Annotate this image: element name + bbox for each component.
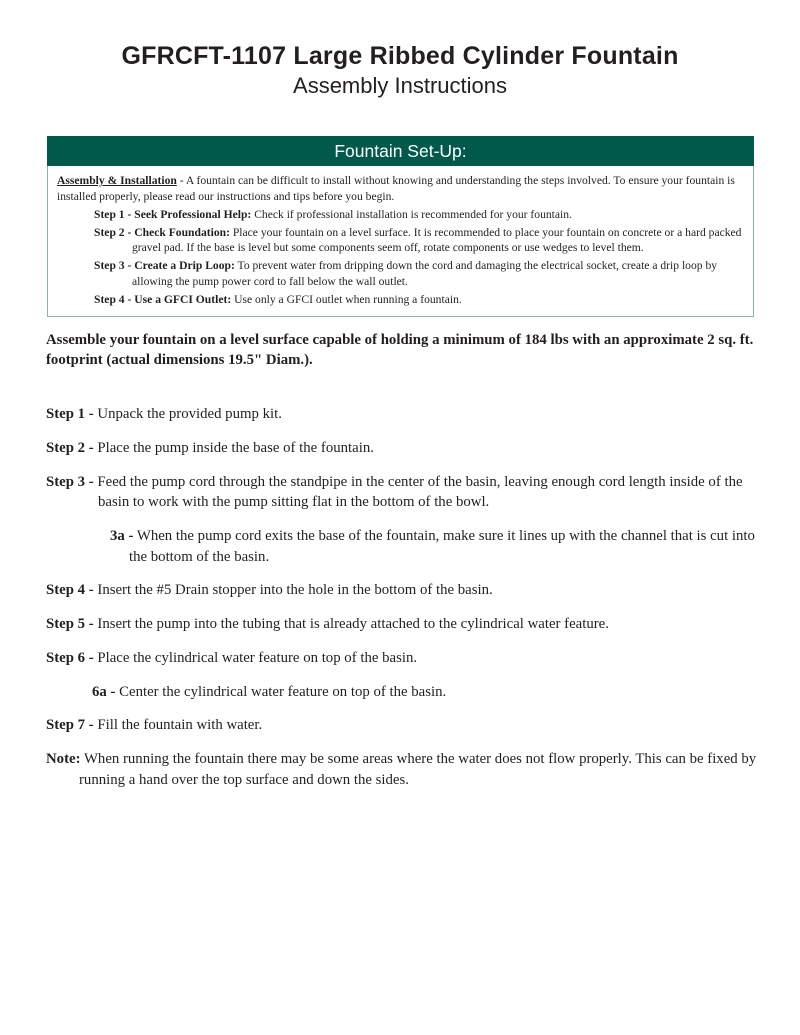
setup-step-text: Place your fountain on a level surface. It is recommended to place your fountain on concrete or a hard packed gravel pad. If the base is level but some components seem off, rotate components or use wedges to level them. bbox=[132, 225, 742, 255]
note-label: Note: bbox=[46, 750, 81, 767]
step-text: Center the cylindrical water feature on top of the basin. bbox=[119, 683, 447, 700]
assembly-step-4 bbox=[46, 580, 760, 601]
step-text: Insert the #5 Drain stopper into the hole in the bottom of the basin. bbox=[97, 582, 493, 599]
assembly-steps bbox=[46, 404, 760, 790]
step-text: Feed the pump cord through the standpipe in the center of the basin, leaving enough cord length inside of the basin to work with the pump sitting flat in the bottom of the bowl. bbox=[97, 473, 743, 511]
setup-intro-label: Assembly & Installation bbox=[57, 174, 177, 187]
assembly-step-3a bbox=[78, 526, 760, 567]
step-text: Place the pump inside the base of the fountain. bbox=[97, 439, 374, 456]
step-text: Place the cylindrical water feature on top of the basin. bbox=[97, 649, 418, 666]
step-text: Unpack the provided pump kit. bbox=[97, 406, 282, 423]
assembly-step-1 bbox=[46, 404, 760, 425]
page-title: GFRCFT-1107 Large Ribbed Cylinder Fountain bbox=[121, 42, 679, 70]
setup-step-text: Check if professional installation is recommended for your fountain. bbox=[254, 207, 572, 221]
setup-step-name: Seek Professional Help: bbox=[134, 207, 252, 221]
setup-step-label: Step 1 - bbox=[94, 207, 132, 221]
step-label: Step 4 - bbox=[46, 582, 94, 599]
setup-step-label: Step 4 - bbox=[94, 292, 132, 306]
assembly-step-2 bbox=[46, 438, 760, 459]
step-label: Step 5 - bbox=[46, 616, 94, 633]
setup-step-name: Check Foundation: bbox=[134, 225, 230, 239]
setup-box bbox=[47, 166, 754, 317]
step-label: Step 1 - bbox=[46, 406, 94, 423]
step-label: 6a - bbox=[92, 683, 116, 700]
step-label: Step 6 - bbox=[46, 649, 94, 666]
assembly-step-5 bbox=[46, 614, 760, 635]
step-label: Step 7 - bbox=[46, 717, 94, 734]
step-text: When the pump cord exits the base of the fountain, make sure it lines up with the channel that is cut into the bottom of the basin. bbox=[129, 528, 755, 565]
setup-step bbox=[57, 258, 744, 289]
setup-header-bar bbox=[47, 136, 754, 166]
page-subtitle: Assembly Instructions bbox=[293, 73, 507, 98]
assembly-step-7 bbox=[46, 715, 760, 736]
surface-requirement: Assemble your fountain on a level surface capable of holding a minimum of 184 lbs with an approximate 2 sq. ft. footprint (actual dimensions 19.5" Diam.). bbox=[46, 332, 754, 369]
setup-step-text: To prevent water from dripping down the cord and damaging the electrical socket, create a drip loop by allowing the pump power cord to fall below the wall outlet. bbox=[132, 259, 718, 288]
assembly-step-6a bbox=[46, 682, 760, 703]
setup-step-label: Step 3 - bbox=[94, 259, 132, 273]
note-text: When running the fountain there may be some areas where the water does not flow properly. This can be fixed by running a hand over the top surface and down the sides. bbox=[79, 750, 757, 788]
fountain-setup-section bbox=[47, 136, 754, 317]
setup-step-name: Use a GFCI Outlet: bbox=[134, 292, 232, 306]
step-label: Step 3 - bbox=[46, 473, 94, 490]
step-text: Insert the pump into the tubing that is already attached to the cylindrical water feature. bbox=[97, 616, 609, 633]
setup-step bbox=[57, 225, 744, 256]
step-label: 3a - bbox=[110, 528, 134, 544]
setup-intro bbox=[57, 173, 744, 204]
assembly-step-3 bbox=[46, 472, 760, 513]
assembly-step-6 bbox=[46, 648, 760, 669]
setup-step bbox=[57, 292, 744, 308]
document-header bbox=[0, 0, 800, 99]
step-label: Step 2 - bbox=[46, 439, 94, 456]
assembly-note bbox=[46, 749, 760, 790]
setup-step-name: Create a Drip Loop: bbox=[134, 259, 235, 273]
setup-step-text: Use only a GFCI outlet when running a fountain. bbox=[234, 292, 462, 306]
setup-step bbox=[57, 207, 744, 223]
setup-step-label: Step 2 - bbox=[94, 225, 132, 239]
step-text: Fill the fountain with water. bbox=[97, 717, 263, 734]
setup-header-title: Fountain Set-Up: bbox=[334, 141, 467, 161]
setup-intro-text: - A fountain can be difficult to install without knowing and understanding the steps involved. To ensure your fountain is installed properly, please read our instructions and tips before you begin. bbox=[57, 174, 735, 203]
